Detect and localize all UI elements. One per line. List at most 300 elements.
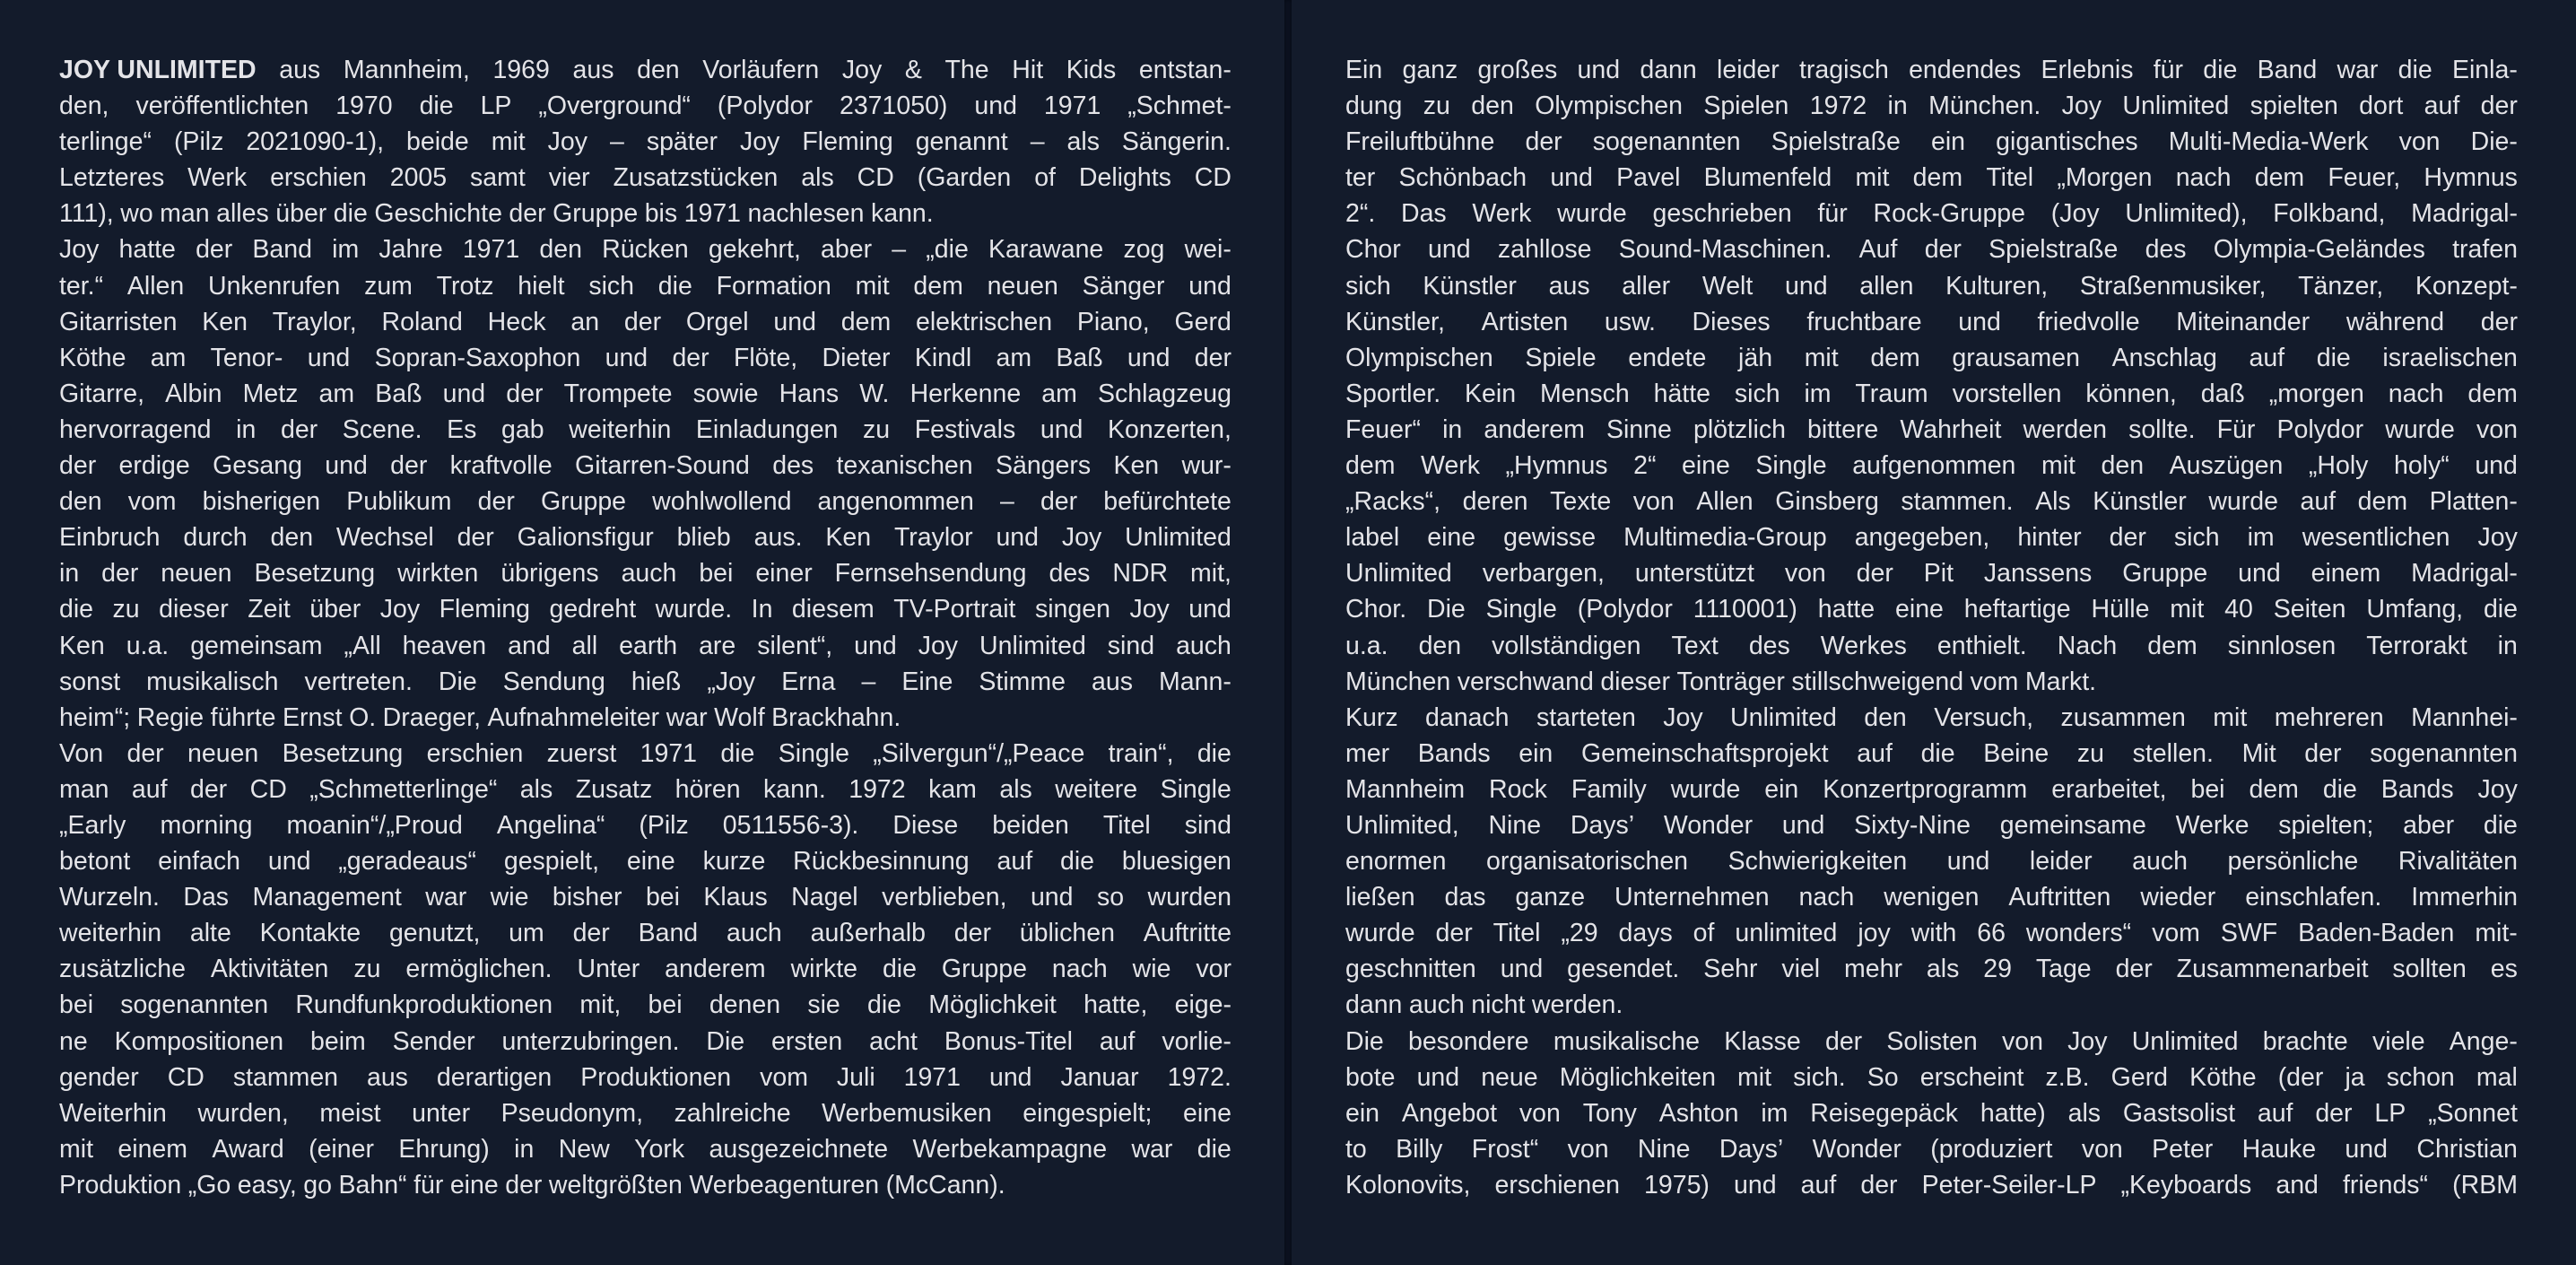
word: mit [59, 1134, 93, 1164]
word: von [1784, 559, 1826, 589]
word: nach [1051, 955, 1108, 984]
word: und [605, 343, 648, 372]
word: Billy [1396, 1134, 1443, 1164]
word: wohlwollend [652, 487, 792, 517]
word: Festivals [914, 414, 1016, 444]
word: den [1471, 92, 1514, 121]
word: wurde [2208, 487, 2278, 517]
word: Für [2216, 414, 2256, 444]
word: zu [863, 414, 891, 444]
word: geschnitten [1345, 955, 1476, 984]
word: brachte [2262, 1026, 2348, 1056]
text-line [59, 160, 1231, 196]
word: Feuer“ [1345, 414, 1421, 444]
word: Ken [825, 523, 872, 553]
word: und [2345, 1134, 2388, 1164]
word: leider [1717, 56, 1780, 84]
text-line [1345, 987, 2518, 1023]
word: Kids [1066, 56, 1117, 84]
word: Hit [1012, 56, 1044, 84]
word: Spielen [1703, 92, 1789, 121]
word: hatte [118, 235, 176, 265]
word: Wolf [714, 702, 765, 732]
word: Peter [2152, 1134, 2214, 1164]
word: sowie [692, 379, 759, 408]
word: O. [349, 702, 377, 732]
word: bis [644, 199, 678, 229]
word: mit- [2475, 919, 2518, 948]
word: die [419, 92, 454, 121]
word: sind [1184, 810, 1231, 840]
word: Zusammenarbeit [2176, 955, 2369, 984]
word: Unternehmen [1614, 883, 1770, 912]
word: zahllose [1497, 235, 1592, 265]
word: und [307, 343, 351, 372]
word: samt [470, 163, 526, 193]
word: – [861, 667, 876, 696]
text-line [59, 628, 1231, 664]
word: Konzerten, [1108, 414, 1231, 444]
word: Sopran-Saxophon [374, 343, 581, 372]
word: Künstler [1423, 271, 1517, 301]
word: (der [2277, 1062, 2324, 1092]
word: Das [183, 883, 230, 912]
word: Ange- [2449, 1026, 2518, 1056]
word: CD [167, 1062, 205, 1092]
word: Ken [59, 631, 105, 660]
word: Aktivitäten [210, 955, 329, 984]
word: wenigen [1884, 883, 1980, 912]
word: all [571, 631, 598, 660]
word: gab [501, 414, 544, 444]
word: bisherigen [202, 487, 321, 517]
word: Freiluftbühne [1345, 127, 1495, 157]
text-line [1345, 555, 2518, 591]
word: mer [1345, 738, 1390, 768]
word: „All [344, 631, 381, 660]
word: am [318, 379, 355, 408]
word: ter [1345, 163, 1376, 193]
word: Beine [1983, 738, 2049, 768]
word: train“, [1108, 738, 1174, 768]
word: von [2081, 1134, 2123, 1164]
word: enthielt. [1936, 631, 2027, 660]
word: weiterhin [59, 919, 162, 948]
word: entstan- [1138, 56, 1231, 84]
word: friends“ [2343, 1170, 2429, 1200]
word: aus [1092, 667, 1133, 696]
text-line [59, 1167, 1231, 1203]
word: Welt [1701, 271, 1754, 301]
word: Gesang [213, 451, 302, 481]
left-page [0, 0, 1284, 1265]
word: stillschweigend [1791, 667, 1964, 696]
word: Werk [1472, 199, 1532, 229]
word: für [413, 1170, 444, 1200]
word: bei [648, 990, 683, 1020]
word: unterstützt [1634, 559, 1754, 589]
word: jäh [1738, 343, 1773, 372]
word: erschien [270, 163, 367, 193]
word: dem [1870, 343, 1920, 372]
word: stammen [232, 1062, 339, 1092]
word: als [519, 774, 553, 804]
word: die [1059, 847, 1095, 877]
text-line [59, 268, 1231, 304]
word: war [425, 883, 467, 912]
word: Kompositionen [114, 1026, 284, 1056]
word: in [2497, 631, 2518, 660]
word: Kontakte [259, 919, 361, 948]
word: unlimited [1735, 919, 1838, 948]
word: hielt [518, 271, 565, 301]
word: am [150, 343, 187, 372]
word: mit, [579, 990, 622, 1020]
word: Janssens [1983, 559, 2093, 589]
text-line [59, 519, 1231, 555]
word: Werk [1421, 451, 1480, 481]
word: im [2247, 523, 2275, 553]
word: „morgen [2268, 379, 2364, 408]
word: aller [1622, 271, 1671, 301]
word: als [1926, 955, 1960, 984]
word: Titel [1102, 810, 1151, 840]
word: Das [1401, 199, 1447, 229]
word: 1971 [640, 738, 698, 768]
word: als [999, 774, 1032, 804]
word: vorlie- [1162, 1026, 1231, 1056]
word: Mannheim [1345, 774, 1466, 804]
word: in [514, 1134, 535, 1164]
word: Mannhei- [2411, 702, 2518, 732]
word: Heck [487, 307, 546, 336]
word: und [1946, 847, 1990, 877]
word: Polydor [2276, 414, 2364, 444]
booklet-fold [1284, 0, 1292, 1265]
word: dem [2249, 774, 2299, 804]
word: wie [490, 883, 529, 912]
word: sich [1734, 379, 1780, 408]
word: die [882, 955, 917, 984]
word: and [2276, 1170, 2319, 1200]
word: Joy [2067, 1026, 2108, 1056]
word: einfach [158, 847, 241, 877]
word: zum [364, 271, 413, 301]
word: (RBM [2452, 1170, 2518, 1200]
word: sich [588, 271, 635, 301]
word: an [570, 307, 600, 336]
word: des [1049, 559, 1091, 589]
word: neuen [187, 738, 259, 768]
word: ließen [1345, 883, 1415, 912]
word: Die- [2470, 127, 2518, 157]
word: einschlafen. [2245, 883, 2382, 912]
word: (Garden [917, 163, 1012, 193]
word: Joy [2061, 92, 2102, 121]
word: Ehrung) [398, 1134, 490, 1164]
word: Die [1426, 595, 1466, 624]
word: Baß [1056, 343, 1103, 372]
word: vertreten. [304, 667, 413, 696]
word: Einla- [2451, 56, 2518, 84]
word: Tony [1582, 1098, 1637, 1128]
word: gedreht [549, 595, 637, 624]
word: zu [112, 595, 140, 624]
word: Sender [392, 1026, 475, 1056]
word: wesentlichen [2302, 523, 2450, 553]
word: Immerhin [2411, 883, 2518, 912]
word: spielten; [2278, 810, 2374, 840]
word: Ken [1113, 451, 1160, 481]
word: ne [59, 1026, 88, 1056]
word: ersten [771, 1026, 843, 1056]
word: wurde [2385, 414, 2455, 444]
word: Umfang, [2366, 595, 2464, 624]
text-line [1345, 304, 2518, 340]
word: elektrischen [916, 307, 1053, 336]
word: plötzlich [1693, 414, 1786, 444]
word: Von [59, 738, 104, 768]
word: Roland [381, 307, 463, 336]
word: Tänzer, [2298, 271, 2384, 301]
word: von [1567, 1134, 1609, 1164]
word: der [2115, 955, 2153, 984]
text-line [59, 736, 1231, 772]
word: der [280, 414, 318, 444]
word: heaven [402, 631, 487, 660]
text-line [59, 879, 1231, 915]
word: und [854, 631, 897, 660]
word: eingespielt; [1023, 1098, 1153, 1128]
word: musikalische [1553, 1026, 1701, 1056]
word: Unkenrufen [207, 271, 341, 301]
word: – [610, 127, 624, 157]
word: wurde [1557, 199, 1627, 229]
text-line [1345, 700, 2518, 736]
text-line [59, 1131, 1231, 1167]
word: Kulturen, [1945, 271, 2049, 301]
word: dem [2254, 163, 2305, 193]
word: großes [1477, 56, 1558, 84]
word: und [1781, 810, 1825, 840]
word: 1972 [849, 774, 906, 804]
word: Kein [1465, 379, 1517, 408]
word: Dieter [822, 343, 891, 372]
text-line [1345, 879, 2518, 915]
word: Pseudonym, [500, 1098, 644, 1128]
word: auf [1099, 1026, 1136, 1056]
word: als [2067, 1098, 2102, 1128]
word: 1975) [1644, 1170, 1710, 1200]
word: auf [131, 774, 168, 804]
word: holy“ [2393, 451, 2450, 481]
word: Miteinander [2176, 307, 2311, 336]
word: Folkband, [2273, 199, 2386, 229]
word: mit [491, 127, 526, 157]
word: Erna [781, 667, 836, 696]
word: Sänger [1082, 271, 1165, 301]
word: „Joy [707, 667, 756, 696]
word: zu [353, 955, 381, 984]
text-line [59, 843, 1231, 879]
word: – [892, 235, 907, 265]
word: Werkes [1820, 631, 1907, 660]
word: und [996, 523, 1039, 553]
word: Rivalitäten [2398, 847, 2518, 877]
right-page-text [1345, 52, 2518, 1203]
word: musikalisch [146, 667, 279, 696]
word: war [1131, 1134, 1173, 1164]
word: Rücken [602, 235, 689, 265]
text-line [59, 52, 1231, 88]
word: ganze [1515, 883, 1586, 912]
word: Auszügen [2169, 451, 2284, 481]
word: tragisch [1799, 56, 1889, 84]
word: am [1041, 379, 1077, 408]
word: wonders“ [2025, 919, 2132, 948]
word: sogenannten [1592, 127, 1741, 157]
word: Kindl [914, 343, 972, 372]
word: Nine [1637, 1134, 1691, 1164]
word: werden [2023, 414, 2107, 444]
word: aber [821, 235, 873, 265]
word: für [1817, 199, 1848, 229]
word: Rückbesinnung [793, 847, 970, 877]
word: die [2483, 595, 2518, 624]
word: Unlimited [979, 631, 1086, 660]
word: erdige [118, 451, 190, 481]
word: Chor [1345, 235, 1401, 265]
word: Hymnus [2424, 163, 2518, 193]
text-line [1345, 591, 2518, 627]
word: and [508, 631, 551, 660]
word: „Keyboards [2120, 1170, 2252, 1200]
word: den [539, 235, 582, 265]
text-line [1345, 268, 2518, 304]
word: ausgezeichnete [709, 1134, 889, 1164]
word: friedvolle [2037, 307, 2140, 336]
word: (Polydor [717, 92, 813, 121]
word: dem [1345, 451, 1396, 481]
word: Joy [379, 595, 421, 624]
word: die [2316, 343, 2351, 372]
word: sogenannten [120, 990, 269, 1020]
text-line [59, 196, 1231, 231]
word: Joy [1129, 595, 1170, 624]
word: Kolonovits, [1345, 1170, 1471, 1200]
text-line [59, 340, 1231, 376]
word: der [390, 451, 428, 481]
word: bei [645, 883, 680, 912]
word: Rundfunkproduktionen [295, 990, 553, 1020]
word: in [1442, 414, 1463, 444]
word: zu [1423, 92, 1450, 121]
word: der [457, 523, 494, 553]
word: der [196, 235, 233, 265]
word: mit [1737, 1062, 1772, 1092]
word: Erlebnis [2041, 56, 2134, 84]
word: und [1500, 955, 1544, 984]
word: der [506, 379, 544, 408]
word: Allen [126, 271, 185, 301]
word: sonst [59, 667, 121, 696]
word: Angelina“ [496, 810, 605, 840]
word: von [2398, 127, 2441, 157]
word: aus [572, 56, 614, 84]
word: Draeger, [382, 702, 481, 732]
word: nach [2388, 379, 2444, 408]
word: der [505, 1170, 543, 1200]
text-line [1345, 448, 2518, 484]
word: übrigens [500, 559, 599, 589]
word: Januar [1060, 1062, 1139, 1092]
word: besondere [1407, 1026, 1529, 1056]
word: Spielstraße [1989, 235, 2119, 265]
word: am [996, 343, 1032, 372]
word: „die [926, 235, 969, 265]
word: Die [1345, 1026, 1384, 1056]
word: vollständigen [1492, 631, 1641, 660]
word: organisatorischen [1486, 847, 1689, 877]
word: sich [2173, 523, 2220, 553]
word: „Racks“, [1345, 487, 1441, 517]
word: unterzubringen. [501, 1026, 680, 1056]
word: und [325, 451, 368, 481]
text-line [1345, 628, 2518, 664]
word: Wahrheit [1900, 414, 2002, 444]
word: auf [2424, 92, 2460, 121]
word: eine [449, 1170, 499, 1200]
word: stellen. [2132, 738, 2214, 768]
word: Gerd [1174, 307, 1231, 336]
word: und [1030, 883, 1074, 912]
word: fruchtbare [1806, 307, 1922, 336]
word: angegeben, [1854, 523, 1990, 553]
word: einem [117, 1134, 188, 1164]
word: (Pilz [173, 127, 224, 157]
word: to [1345, 1134, 1367, 1164]
word: Ashton [1658, 1098, 1739, 1128]
word: (Joy [2050, 199, 2100, 229]
word: auf [1800, 1170, 1837, 1200]
word: später [646, 127, 718, 157]
word: Köthe [2189, 1062, 2257, 1092]
word: auch [621, 559, 677, 589]
word: deren [1462, 487, 1528, 517]
word: New [558, 1134, 610, 1164]
word: Olympischen [1345, 343, 1493, 372]
word: TV-Portrait [893, 595, 1016, 624]
word: terlinge“ [59, 127, 152, 157]
word: wie [1132, 955, 1171, 984]
word: grausamen [1952, 343, 2080, 372]
word: ein [1930, 127, 1966, 157]
word: hieß [631, 667, 682, 696]
word: Gitarren-Sound [575, 451, 750, 481]
word: dem [2357, 487, 2408, 517]
word: Pit [1923, 559, 1954, 589]
word: auf [996, 847, 1033, 877]
text-line [1345, 519, 2518, 555]
word: Platten- [2429, 487, 2518, 517]
word: Möglichkeiten [1559, 1062, 1716, 1092]
word: der [1194, 343, 1231, 372]
word: sind [1107, 631, 1155, 660]
word: LP [480, 92, 512, 121]
word: Text [1671, 631, 1719, 660]
word: den [1418, 631, 1462, 660]
text-line [1345, 772, 2518, 807]
